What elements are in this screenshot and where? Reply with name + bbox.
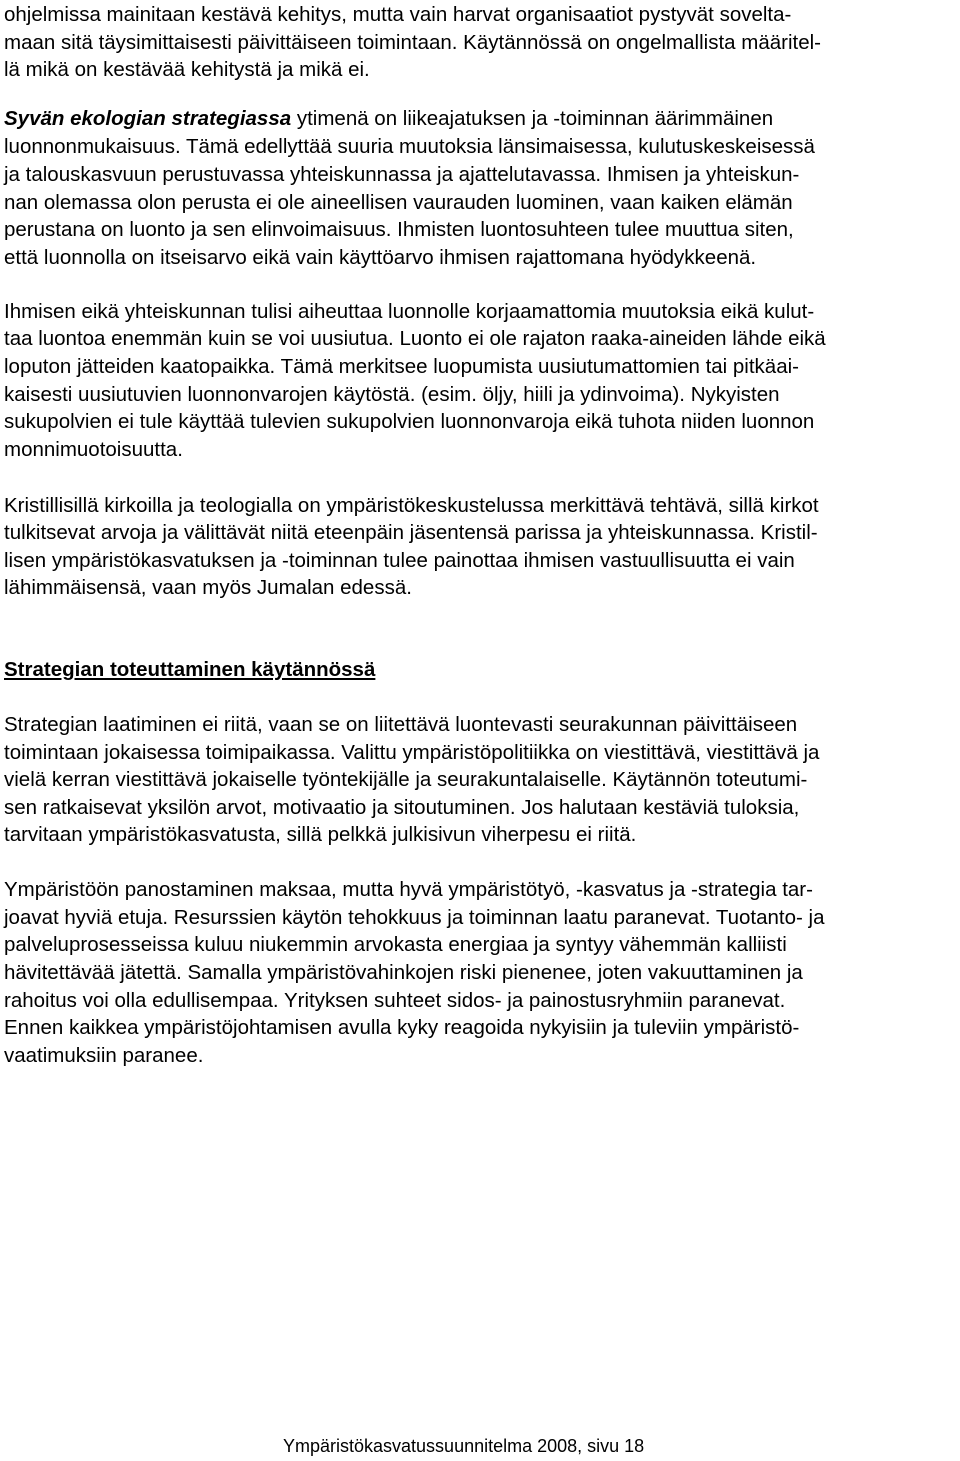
intro-line-2: maan sitä täysimittaisesti päivittäiseen toimintaan. Käytännössä on ongelmallista määritel-: [4, 31, 821, 54]
deep-ecology-line-3: ja talouskasvuun perustuvassa yhteiskunnassa ja ajattelutavassa. Ihmisen ja yhteiskun-: [4, 163, 800, 186]
resources-line-3: loputon jätteiden kaatopaikka. Tämä merkitsee luopumista uusiutumattomien tai pitkäai-: [4, 355, 799, 378]
implementation-line-5: tarvitaan ympäristökasvatusta, sillä pelkkä julkisivun viherpesu ei riitä.: [4, 823, 637, 846]
benefits-line-3: palveluprosesseissa kuluu niukemmin arvokasta energiaa ja syntyy vähemmän kalliisti: [4, 933, 787, 956]
benefits-line-2: joavat hyviä etuja. Resurssien käytön tehokkuus ja toiminnan laatu paranevat. Tuotanto- ja: [4, 906, 825, 929]
church-line-3: lisen ympäristökasvatuksen ja -toiminnan tulee painottaa ihmisen vastuullisuutta ei vain: [4, 549, 795, 572]
implementation-line-1: Strategian laatiminen ei riitä, vaan se on liitettävä luontevasti seurakunnan päivittäiseen: [4, 713, 798, 736]
implementation-line-2: toimintaan jokaisessa toimipaikassa. Valittu ympäristöpolitiikka on viestittävä, viestittävä ja: [4, 741, 820, 764]
resources-line-1: Ihmisen eikä yhteiskunnan tulisi aiheuttaa luonnolle korjaamattomia muutoksia eikä kulut-: [4, 300, 815, 323]
resources-line-5: sukupolvien ei tule käyttää tulevien sukupolvien luonnonvaroja eikä tuhota niiden luonnon: [4, 410, 815, 433]
intro-line-3: lä mikä on kestävää kehitystä ja mikä ei.: [4, 58, 370, 81]
deep-ecology-emphasis: Syvän ekologian strategiassa: [4, 107, 292, 130]
benefits-line-1: Ympäristöön panostaminen maksaa, mutta hyvä ympäristötyö, -kasvatus ja -strategia tar-: [4, 878, 813, 901]
section-heading: Strategian toteuttaminen käytännössä: [4, 658, 376, 681]
benefits-line-5: rahoitus voi olla edullisempaa. Yrityksen suhteet sidos- ja painostusryhmiin paranevat.: [4, 989, 786, 1012]
deep-ecology-line-5: perustana on luonto ja sen elinvoimaisuus. Ihmisten luontosuhteen tulee muuttua siten,: [4, 218, 794, 241]
intro-line-1: ohjelmissa mainitaan kestävä kehitys, mutta vain harvat organisaatiot pystyvät sovelta-: [4, 3, 792, 26]
implementation-line-4: sen ratkaisevat yksilön arvot, motivaatio ja sitoutuminen. Jos halutaan kestäviä tuloksia,: [4, 796, 800, 819]
deep-ecology-line-1-rest: ytimenä on liikeajatuksen ja -toiminnan äärimmäinen: [291, 107, 774, 130]
church-line-2: tulkitsevat arvoja ja välittävät niitä eteenpäin jäsentensä parissa ja yhteiskunnassa. Kristil-: [4, 521, 818, 544]
page-footer: Ympäristökasvatussuunnitelma 2008, sivu 18: [283, 1436, 645, 1456]
benefits-line-6: Ennen kaikkea ympäristöjohtamisen avulla kyky reagoida nykyisiin ja tuleviin ympäristö-: [4, 1016, 800, 1039]
resources-line-4: kaisesti uusiutuvien luonnonvarojen käytöstä. (esim. öljy, hiili ja ydinvoima). Nykyisten: [4, 383, 780, 406]
implementation-line-3: vielä kerran viestittävä jokaiselle työntekijälle ja seurakuntalaiselle. Käytännön toteutumi-: [4, 768, 808, 791]
resources-line-2: taa luontoa enemmän kuin se voi uusiutua. Luonto ei ole rajaton raaka-aineiden lähde eikä: [4, 327, 826, 350]
deep-ecology-line-6: että luonnolla on itseisarvo eikä vain käyttöarvo ihmisen rajattomana hyödykkeenä.: [4, 246, 757, 269]
benefits-line-4: hävitettävää jätettä. Samalla ympäristövahinkojen riski pienenee, joten vakuuttaminen ja: [4, 961, 803, 984]
resources-line-6: monnimuotoisuutta.: [4, 438, 183, 461]
deep-ecology-line-1: [4, 106, 773, 132]
benefits-line-7: vaatimuksiin paranee.: [4, 1044, 204, 1067]
deep-ecology-line-4: nan olemassa olon perusta ei ole aineellisen vaurauden luominen, vaan kaiken elämän: [4, 191, 793, 214]
deep-ecology-line-2: luonnonmukaisuus. Tämä edellyttää suuria muutoksia länsimaisessa, kulutuskeskeisessä: [4, 135, 815, 158]
church-line-4: lähimmäisensä, vaan myös Jumalan edessä.: [4, 576, 412, 599]
church-line-1: Kristillisillä kirkoilla ja teologialla on ympäristökeskustelussa merkittävä tehtävä, sillä kirkot: [4, 494, 819, 517]
